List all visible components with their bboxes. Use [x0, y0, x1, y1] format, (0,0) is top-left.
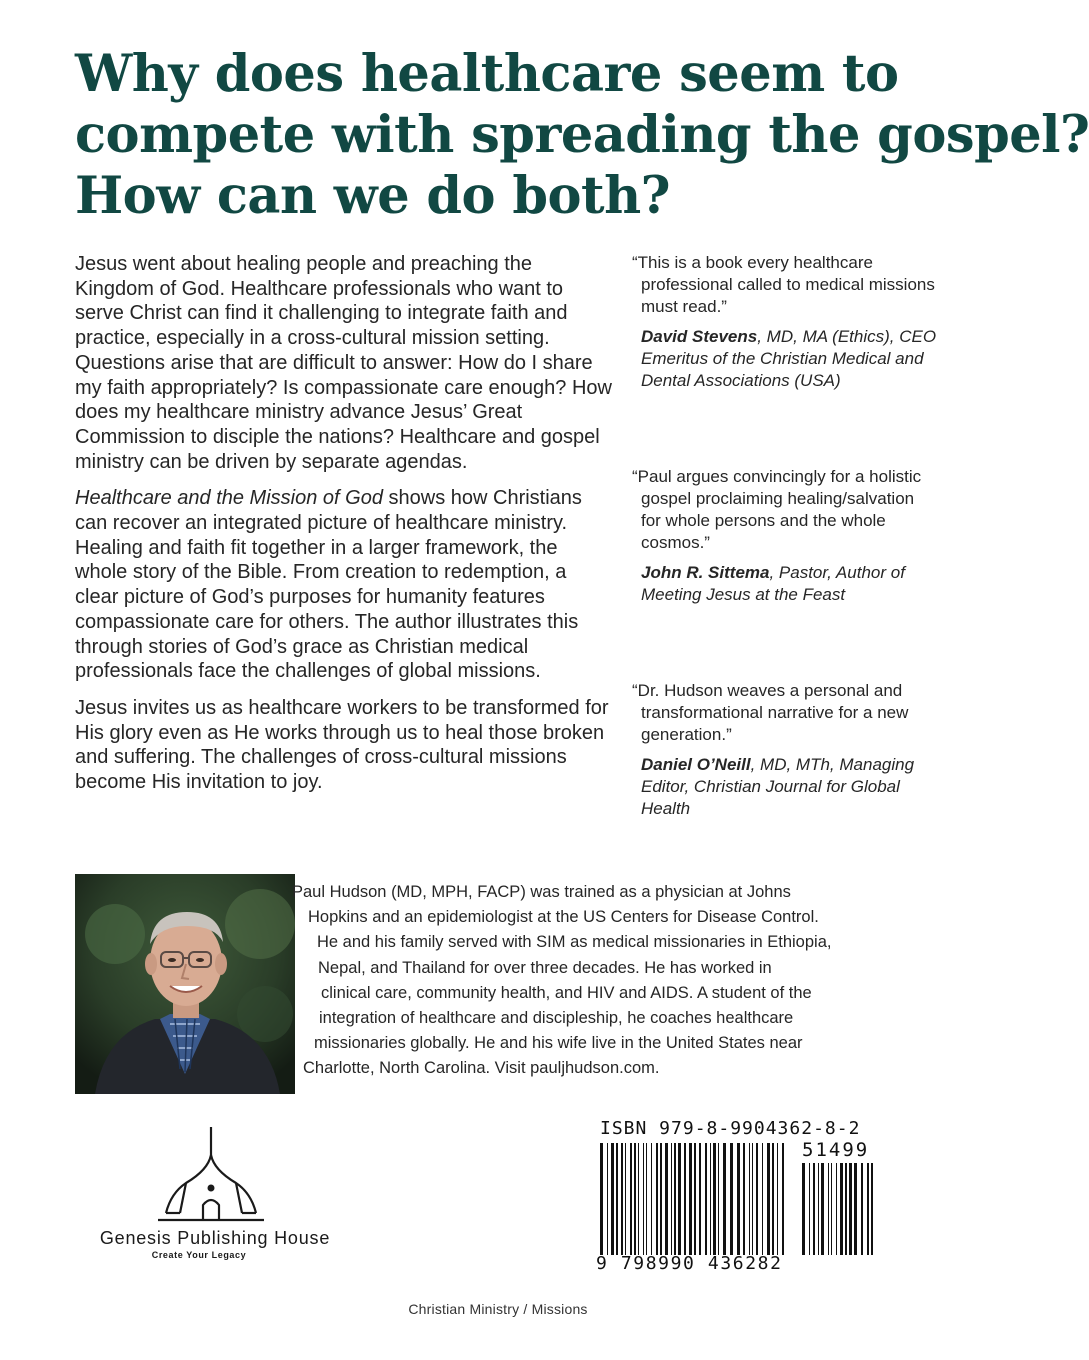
- endorsement-quote: “Dr. Hudson weaves a personal and transformational narrative for a new generation.”: [632, 681, 909, 744]
- barcode-bar: [752, 1143, 753, 1255]
- barcode-bar: [651, 1143, 652, 1255]
- barcode-bar: [723, 1143, 726, 1255]
- book-description: [75, 252, 615, 807]
- barcode-bar: [625, 1143, 626, 1255]
- barcode-bar: [828, 1163, 829, 1255]
- barcode-bar: [710, 1143, 711, 1255]
- bio-line: clinical care, community health, and HIV and AIDS. A student of the: [321, 983, 812, 1002]
- barcode-bar: [802, 1163, 805, 1255]
- barcode-bar: [634, 1143, 636, 1255]
- barcode-bar: [646, 1143, 647, 1255]
- endorser-name: David Stevens: [641, 327, 758, 346]
- barcode-bar: [705, 1143, 707, 1255]
- barcode-bar: [656, 1143, 658, 1255]
- endorsement-attribution: [641, 754, 937, 820]
- barcode-bar: [782, 1143, 784, 1255]
- category-label: Christian Ministry / Missions: [408, 1301, 588, 1317]
- isbn-text: ISBN 979-8-9904362-8-2: [600, 1118, 861, 1139]
- description-paragraph-2: [75, 486, 615, 684]
- publisher-name: Genesis Publishing House: [99, 1228, 331, 1248]
- isbn-barcode: [590, 1115, 880, 1285]
- headline-line-2: compete with spreading the gospel?: [75, 105, 1089, 165]
- barcode-bar: [730, 1143, 733, 1255]
- barcode-bar: [821, 1163, 824, 1255]
- barcode-bar: [831, 1163, 832, 1255]
- barcode-bar: [671, 1143, 672, 1255]
- addon-barcode-bars: [802, 1163, 877, 1255]
- barcode-bar: [849, 1163, 852, 1255]
- barcode-bar: [600, 1143, 603, 1255]
- barcode-bar: [871, 1163, 873, 1255]
- endorser-title: , MD, MTh, Managing Editor, Christian Journal for Global Health: [641, 755, 915, 818]
- description-paragraph-1: Jesus went about healing people and preaching the Kingdom of God. Healthcare professionals who want to serve Christ can find it challenging to integrate faith and practice, especially in a cross-cultural mission setting. Questions arise that are difficult to answer: How do I share my faith appropriately? Is compassionate care enough? How does my healthcare ministry advance Jesus’ Great Commission to disciple the nations? Healthcare and gospel ministry can be driven by separate agendas.: [75, 253, 612, 473]
- barcode-bar: [616, 1143, 618, 1255]
- church-icon: [156, 1125, 266, 1225]
- barcode-bar: [638, 1143, 639, 1255]
- barcode-bar: [621, 1143, 623, 1255]
- author-bio: [290, 880, 910, 1082]
- publisher-tagline: Create Your Legacy: [151, 1250, 247, 1260]
- endorsement-quote: “Paul argues convincingly for a holistic gospel proclaiming healing/salvation for whole persons and the whole cosmos.”: [632, 467, 922, 552]
- endorsement-attribution: [641, 562, 937, 606]
- barcode-bar: [713, 1143, 716, 1255]
- endorser-title: , Pastor, Author of Meeting Jesus at the Feast: [641, 563, 905, 604]
- headline-line-1: Why does healthcare seem to: [75, 44, 899, 104]
- barcode-bar: [678, 1143, 681, 1255]
- headline-line-3: How can we do both?: [75, 166, 671, 226]
- headline: [75, 44, 1089, 227]
- price-code: 51499: [802, 1139, 870, 1161]
- barcode-bar: [813, 1163, 815, 1255]
- barcode-bar: [718, 1143, 719, 1255]
- barcode-bar: [762, 1143, 763, 1255]
- barcode-bar: [643, 1143, 644, 1255]
- barcode-bar: [689, 1143, 692, 1255]
- endorsement: [632, 252, 937, 392]
- barcode-bar: [743, 1143, 745, 1255]
- barcode-bar: [611, 1143, 614, 1255]
- barcode-bar: [737, 1143, 740, 1255]
- barcode-bar: [867, 1163, 869, 1255]
- description-paragraph-3: Jesus invites us as healthcare workers to be transformed for His glory even as He works through us to heal those broken and suffering. The challenges of cross-cultural missions become His invitation to joy.: [75, 696, 609, 794]
- barcode-bar: [756, 1143, 758, 1255]
- barcode-bar: [660, 1143, 662, 1255]
- ean-digits: 9 798990 436282: [596, 1253, 783, 1274]
- endorser-name: John R. Sittema: [641, 563, 770, 582]
- barcode-bar: [861, 1163, 863, 1255]
- barcode-bar: [854, 1163, 857, 1255]
- bio-line: Paul Hudson (MD, MPH, FACP) was trained as a physician at Johns: [292, 883, 791, 901]
- bio-line: He and his family served with SIM as medical missionaries in Ethiopia,: [317, 933, 832, 952]
- bio-line: integration of healthcare and discipleship, he coaches healthcare: [319, 1009, 794, 1028]
- barcode-bar: [749, 1143, 750, 1255]
- barcode-bar: [665, 1143, 668, 1255]
- bio-line: Hopkins and an epidemiologist at the US Centers for Disease Control.: [308, 908, 819, 927]
- publisher-logo: [80, 1125, 350, 1265]
- barcode-bar: [840, 1163, 843, 1255]
- barcode-bar: [684, 1143, 686, 1255]
- barcode-bar: [607, 1143, 608, 1255]
- endorsement: [632, 466, 937, 606]
- barcode-bar: [699, 1143, 701, 1255]
- bio-line: Charlotte, North Carolina. Visit pauljhudson.com.: [303, 1059, 660, 1078]
- endorsement: [632, 680, 937, 820]
- barcode-bar: [836, 1163, 837, 1255]
- description-paragraph-2-text: shows how Christians can recover an integrated picture of healthcare ministry. Healing and faith fit together in a larger framework, the whole story of the Bible. From creation to redemption, a clear picture of God’s purposes for humanity features compassionate care for others. The author illustrates this through stories of God’s grace as Christian medical professionals face the challenges of global missions.: [75, 487, 582, 683]
- endorsement-attribution: [641, 326, 937, 392]
- barcode-bars: [600, 1143, 790, 1255]
- barcode-bar: [818, 1163, 819, 1255]
- barcode-bar: [674, 1143, 676, 1255]
- author-photo: [75, 874, 295, 1094]
- bio-line: Nepal, and Thailand for over three decades. He has worked in: [318, 958, 772, 977]
- barcode-bar: [845, 1163, 847, 1255]
- book-title-italic: Healthcare and the Mission of God: [75, 487, 383, 510]
- endorser-name: Daniel O’Neill: [641, 755, 751, 774]
- barcode-bar: [777, 1143, 778, 1255]
- barcode-bar: [630, 1143, 632, 1255]
- barcode-bar: [772, 1143, 774, 1255]
- barcode-bar: [694, 1143, 696, 1255]
- barcode-bar: [809, 1163, 810, 1255]
- endorsement-quote: “This is a book every healthcare professional called to medical missions must read.”: [632, 253, 935, 316]
- bio-line: missionaries globally. He and his wife live in the United States near: [314, 1034, 803, 1053]
- endorser-title: , MD, MA (Ethics), CEO Emeritus of the Christian Medical and Dental Associations (USA): [641, 327, 937, 390]
- barcode-bar: [767, 1143, 770, 1255]
